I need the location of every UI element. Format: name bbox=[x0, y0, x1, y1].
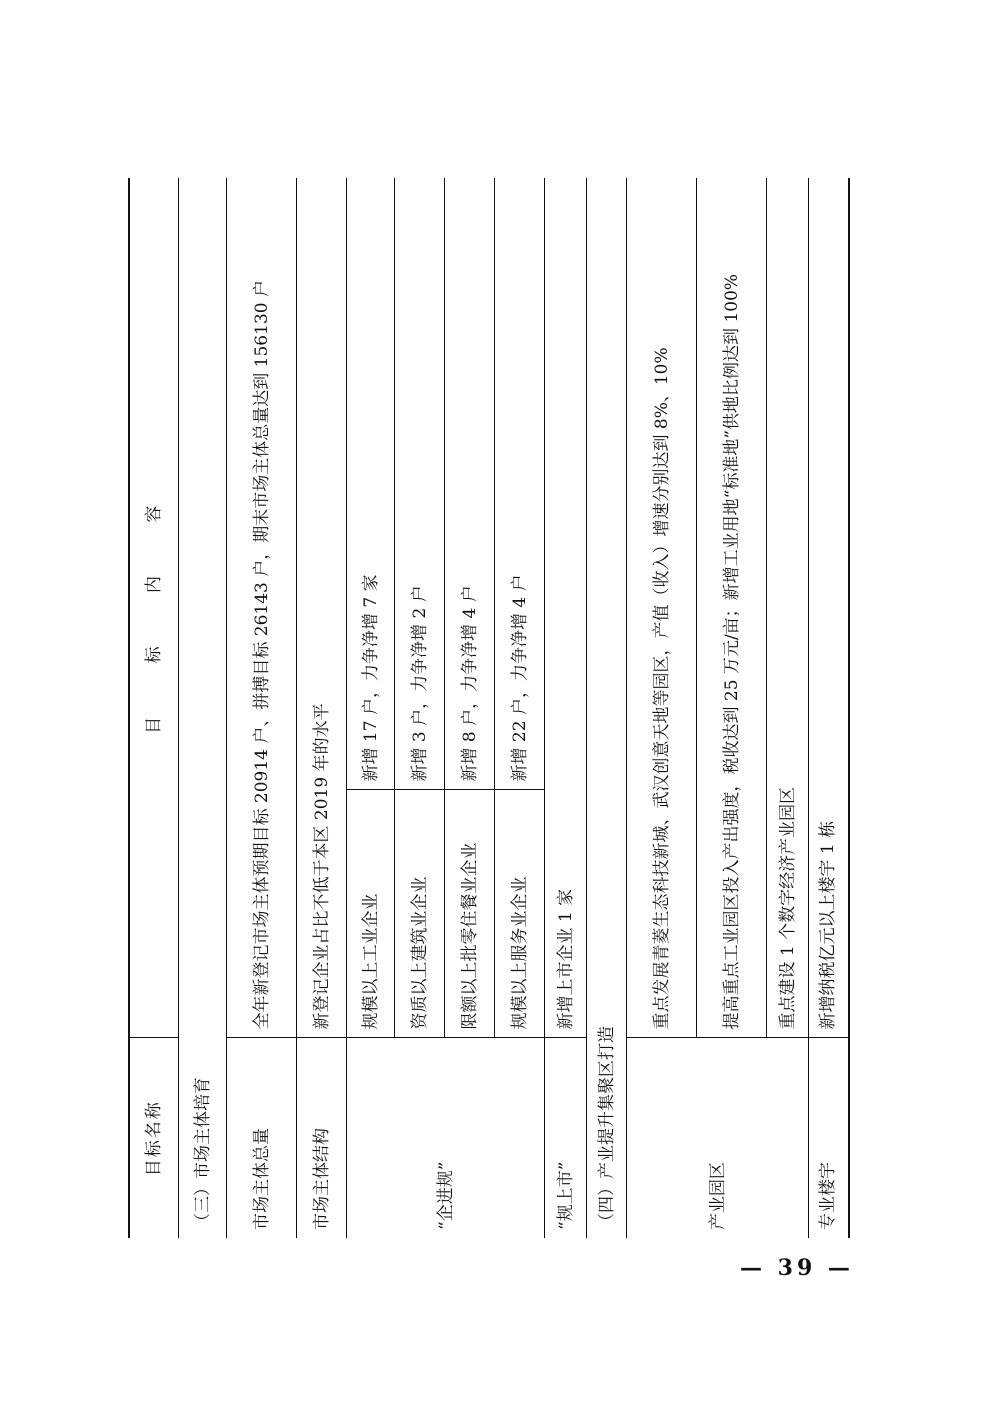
row-content: 新增上市企业 1 家 bbox=[545, 178, 587, 1038]
table-row bbox=[179, 178, 227, 1238]
sub-target: 新增 3 户，力争净增 2 户 bbox=[395, 178, 445, 790]
sub-target: 新增 17 户，力争净增 7 家 bbox=[347, 178, 395, 790]
row-name: “企进规” bbox=[347, 1038, 545, 1238]
rotated-table-frame bbox=[128, 178, 848, 1238]
sub-target: 新增 8 户，力争净增 4 户 bbox=[445, 178, 495, 790]
sub-item: 规模以上服务业企业 bbox=[495, 790, 545, 1038]
table-row bbox=[347, 178, 395, 1238]
sub-item: 限额以上批零住餐业企业 bbox=[445, 790, 495, 1038]
table-row bbox=[587, 178, 627, 1238]
header-target-content: 目 标 内 容 bbox=[129, 178, 179, 1038]
table-header-row bbox=[129, 178, 179, 1238]
row-content: 全年新登记市场主体预期目标 20914 户、拼搏目标 26143 户，期末市场主体总量达到 156130 户 bbox=[227, 178, 297, 1038]
table-row bbox=[545, 178, 587, 1238]
sub-item: 规模以上工业企业 bbox=[347, 790, 395, 1038]
table-row bbox=[227, 178, 297, 1238]
header-target-name: 目标名称 bbox=[129, 1038, 179, 1238]
sub-item: 资质以上建筑业企业 bbox=[395, 790, 445, 1038]
section-heading: （三）市场主体培育 bbox=[179, 178, 227, 1238]
table-row bbox=[297, 178, 347, 1238]
rotated-content bbox=[128, 178, 848, 1238]
row-name: 市场主体结构 bbox=[297, 1038, 347, 1238]
row-content: 重点建设 1 个数字经济产业园区 bbox=[767, 178, 809, 1038]
row-name: 产业园区 bbox=[627, 1038, 809, 1238]
row-content: 新增纳税亿元以上楼宇 1 栋 bbox=[809, 178, 849, 1038]
row-content: 重点发展青菱生态科技新城、武汉创意天地等园区，产值（收入）增速分别达到 8%、10% bbox=[627, 178, 697, 1038]
targets-table bbox=[128, 178, 850, 1238]
row-name: 市场主体总量 bbox=[227, 1038, 297, 1238]
sub-target: 新增 22 户，力争净增 4 户 bbox=[495, 178, 545, 790]
section-heading: （四）产业提升集聚区打造 bbox=[587, 178, 627, 1238]
row-name: 专业楼宇 bbox=[809, 1038, 849, 1238]
row-content: 新登记企业占比不低于本区 2019 年的水平 bbox=[297, 178, 347, 1038]
row-name: “规上市” bbox=[545, 1038, 587, 1238]
table-row bbox=[809, 178, 849, 1238]
table-row bbox=[627, 178, 697, 1238]
page-number: — 39 — bbox=[740, 1255, 854, 1281]
row-content: 提高重点工业园区投入产出强度，税收达到 25 万元/亩；新增工业用地“标准地”供地比例达到 100% bbox=[697, 178, 767, 1038]
